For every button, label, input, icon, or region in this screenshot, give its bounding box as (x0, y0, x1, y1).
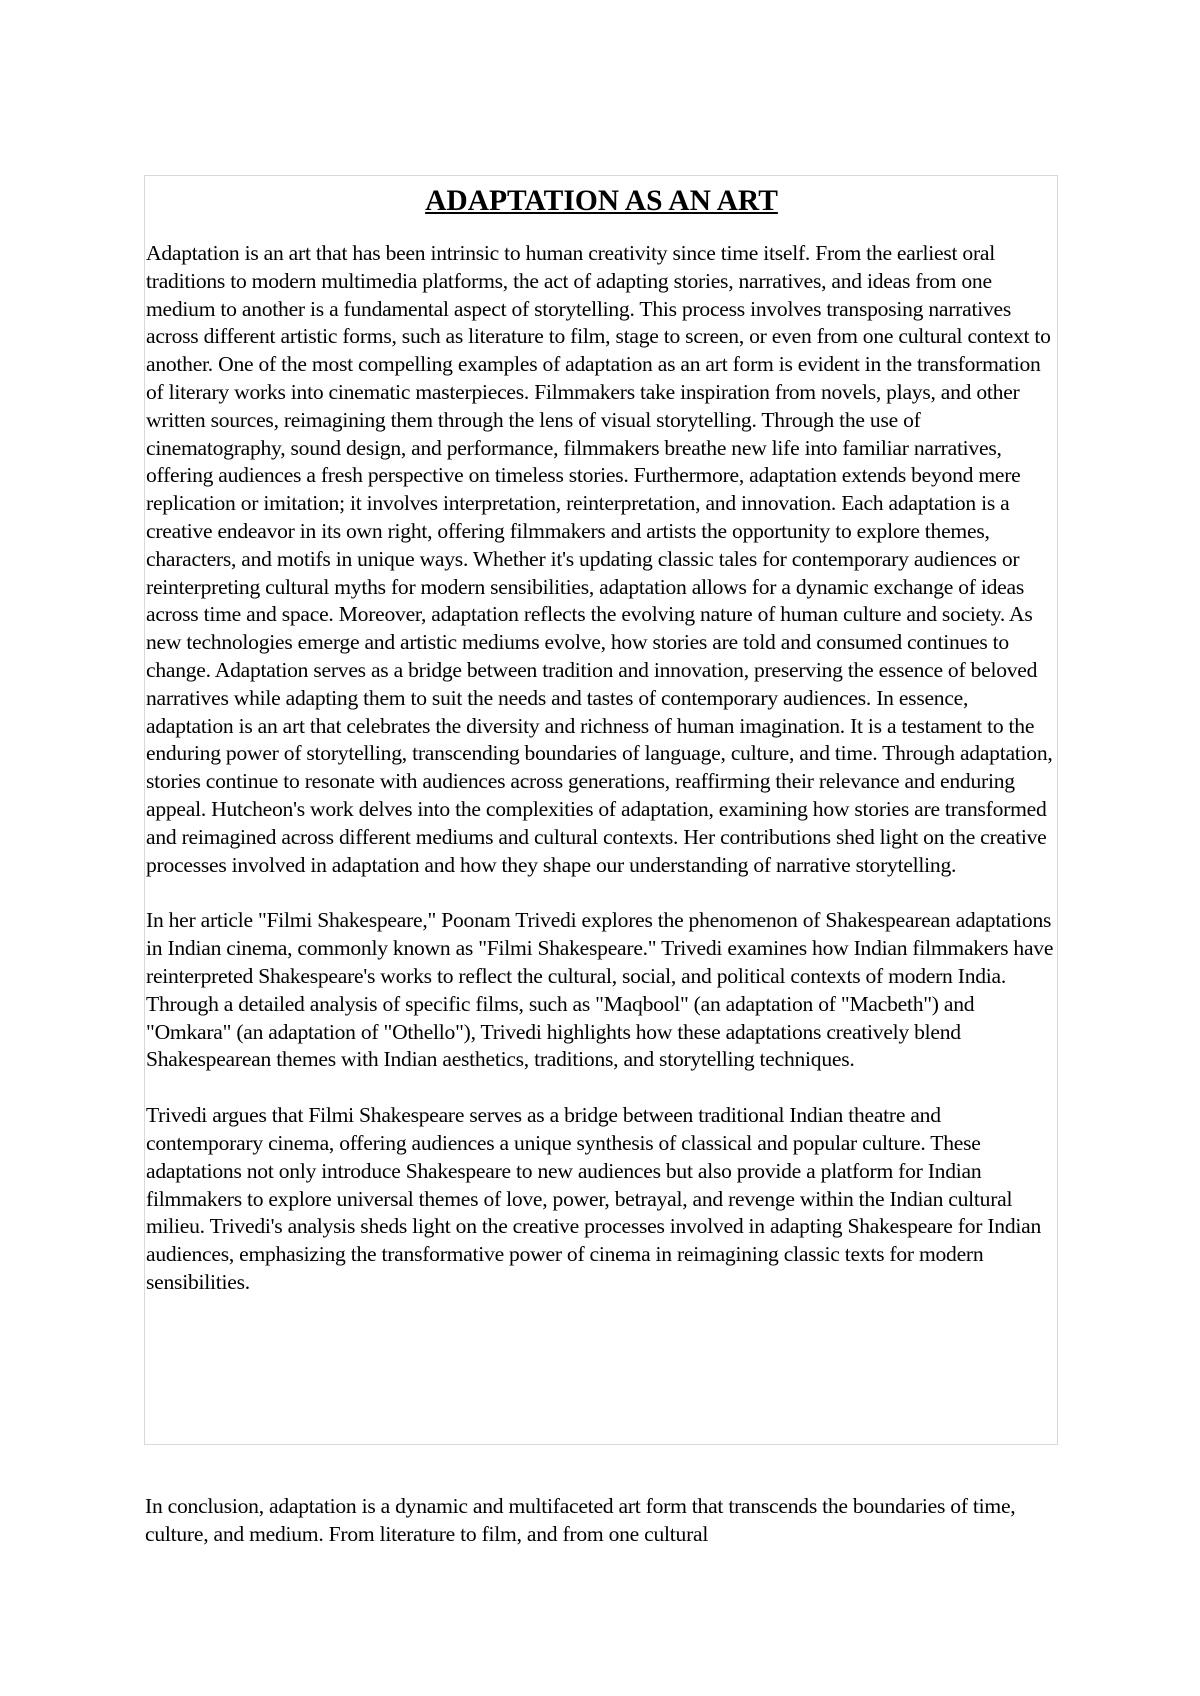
paragraph-conclusion: In conclusion, adaptation is a dynamic and multifaceted art form that transcends the boundaries of time, culture, and medium. From literature to film, and from one cultural (145, 1494, 1016, 1546)
text-frame (144, 175, 1058, 1445)
paragraph-trivedi-argument: Trivedi argues that Filmi Shakespeare serves as a bridge between traditional Indian theatre and contemporary cinema, offering audiences a unique synthesis of classical and popular culture. These adaptations not only introduce Shakespeare to new audiences but also provide a platform for Indian filmmakers to explore universal themes of love, power, betrayal, and revenge within the Indian cultural milieu. Trivedi's analysis sheds light on the creative processes involved in adapting Shakespeare for Indian audiences, emphasizing the transformative power of cinema in reimagining classic texts for modern sensibilities. (146, 1103, 1042, 1294)
document-title: ADAPTATION AS AN ART (425, 185, 778, 217)
paragraph-adaptation-intro: Adaptation is an art that has been intrinsic to human creativity since time itself. From the earliest oral traditions to modern multimedia platforms, the act of adapting stories, narratives, and ideas from one medium to another is a fundamental aspect of storytelling. This process involves transposing narratives across different artistic forms, such as literature to film, stage to screen, or even from one cultural context to another. One of the most compelling examples of adaptation as an art form is evident in the transformation of literary works into cinematic masterpieces. Filmmakers take inspiration from novels, plays, and other written sources, reimagining them through the lens of visual storytelling. Through the use of cinematography, sound design, and performance, filmmakers breathe new life into familiar narratives, offering audiences a fresh perspective on timeless stories. Furthermore, adaptation extends beyond mere replication or imitation; it involves interpretation, reinterpretation, and innovation. Each adaptation is a creative endeavor in its own right, offering filmmakers and artists the opportunity to explore themes, characters, and motifs in unique ways. Whether it's updating classic tales for contemporary audiences or reinterpreting cultural myths for modern sensibilities, adaptation allows for a dynamic exchange of ideas across time and space. Moreover, adaptation reflects the evolving nature of human culture and society. As new technologies emerge and artistic mediums evolve, how stories are told and consumed continues to change. Adaptation serves as a bridge between tradition and innovation, preserving the essence of beloved narratives while adapting them to suit the needs and tastes of contemporary audiences. In essence, adaptation is an art that celebrates the diversity and richness of human imagination. It is a testament to the enduring power of storytelling, transcending boundaries of language, culture, and time. Through adaptation, stories continue to resonate with audiences across generations, reaffirming their relevance and enduring appeal. Hutcheon's work delves into the complexities of adaptation, examining how stories are transformed and reimagined across different mediums and cultural contexts. Her contributions shed light on the creative processes involved in adaptation and how they shape our understanding of narrative storytelling. (146, 241, 1053, 877)
paragraph-filmi-shakespeare: In her article "Filmi Shakespeare," Poonam Trivedi explores the phenomenon of Shakespearean adaptations in Indian cinema, commonly known as "Filmi Shakespeare." Trivedi examines how Indian filmmakers have reinterpreted Shakespeare's works to reflect the cultural, social, and political contexts of modern India. Through a detailed analysis of specific films, such as "Maqbool" (an adaptation of "Macbeth") and "Omkara" (an adaptation of "Othello"), Trivedi highlights how these adaptations creatively blend Shakespearean themes with Indian aesthetics, traditions, and storytelling techniques. (146, 908, 1054, 1072)
